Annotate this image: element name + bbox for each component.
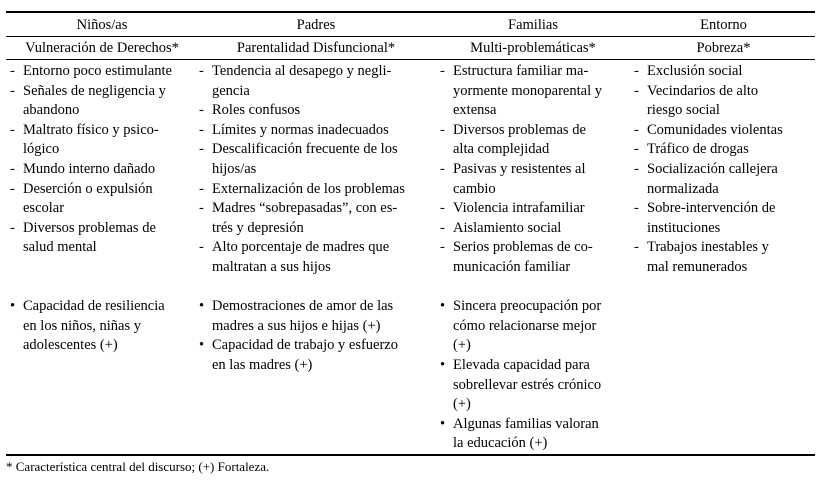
- item-line: Tendencia al desapego y negli-: [212, 63, 392, 79]
- list-item: [10, 82, 198, 121]
- item-line: riesgo social: [647, 102, 720, 119]
- item-line: Socialización callejera: [647, 160, 778, 177]
- dash-marker: -: [10, 63, 15, 79]
- dash-marker: -: [199, 102, 204, 119]
- bullet-marker: •: [440, 356, 446, 373]
- item-line: (+): [453, 337, 471, 354]
- dash-marker: -: [634, 121, 639, 138]
- item-line: lógico: [23, 141, 60, 158]
- list-item: [440, 297, 632, 356]
- item-line: Alto porcentaje de madres que: [212, 239, 390, 256]
- table-bottom-rule: [6, 454, 815, 456]
- list-item: [440, 356, 632, 415]
- item-line: Deserción o expulsión: [23, 180, 153, 197]
- list-item: [440, 62, 632, 121]
- item-line: la educación (+): [453, 435, 548, 452]
- item-line: Exclusión social: [647, 63, 743, 79]
- dash-marker: -: [10, 180, 15, 197]
- item-line: Pasivas y resistentes al: [453, 160, 586, 177]
- column-entorno: [634, 62, 815, 278]
- dash-marker: -: [440, 219, 445, 236]
- item-line: adolescentes (+): [23, 337, 118, 354]
- item-line: trés y depresión: [212, 219, 304, 236]
- item-line: cómo relacionarse mejor: [453, 317, 597, 334]
- list-item: [199, 62, 434, 101]
- dash-marker: -: [440, 160, 445, 177]
- spacer: [10, 258, 198, 278]
- subheader-entorno: Pobreza*: [696, 40, 751, 56]
- item-line: Mundo interno dañado: [23, 160, 156, 177]
- list-item: [634, 199, 815, 238]
- spacer: [440, 278, 632, 298]
- table-top-rule: [6, 11, 815, 13]
- list-item: [10, 160, 198, 180]
- dash-marker: -: [199, 141, 204, 158]
- item-line: extensa: [453, 102, 497, 119]
- list-item: [199, 297, 434, 336]
- item-line: Capacidad de trabajo y esfuerzo: [212, 337, 398, 354]
- item-line: escolar: [23, 200, 65, 217]
- item-line: Estructura familiar ma-: [453, 63, 589, 79]
- header-separator-rule: [6, 36, 815, 37]
- item-line: en las madres (+): [212, 356, 313, 373]
- list-item: [440, 121, 632, 160]
- item-line: Demostraciones de amor de las: [212, 298, 394, 315]
- list-item: [634, 62, 815, 82]
- header-ninos: Niños/as: [76, 17, 128, 33]
- bullet-marker: •: [440, 298, 446, 315]
- item-line: Tráfico de drogas: [647, 141, 749, 158]
- dash-marker: -: [634, 239, 639, 256]
- item-line: Comunidades violentas: [647, 121, 783, 138]
- dash-marker: -: [199, 63, 204, 79]
- list-item: [440, 160, 632, 199]
- item-line: alta complejidad: [453, 141, 550, 158]
- list-item: [10, 297, 198, 356]
- item-line: Vecindarios de alto: [647, 82, 759, 99]
- item-line: yormente monoparental y: [453, 82, 602, 99]
- dash-marker: -: [634, 82, 639, 99]
- spacer: [199, 278, 434, 298]
- item-line: Algunas familias valoran: [453, 415, 599, 432]
- list-item: [199, 101, 434, 121]
- spacer: [10, 278, 198, 298]
- list-item: [199, 140, 434, 179]
- item-line: Violencia intrafamiliar: [453, 200, 585, 217]
- list-item: [634, 238, 815, 277]
- list-item: [634, 140, 815, 160]
- item-line: cambio: [453, 180, 496, 197]
- list-item: [634, 121, 815, 141]
- dash-marker: -: [634, 63, 639, 79]
- item-line: hijos/as: [212, 160, 257, 177]
- item-line: Maltrato físico y psico-: [23, 121, 159, 138]
- list-item: [440, 415, 632, 454]
- dash-marker: -: [440, 239, 445, 256]
- list-item: [199, 121, 434, 141]
- list-item: [10, 121, 198, 160]
- dash-marker: -: [10, 160, 15, 177]
- header-familias: Familias: [508, 17, 558, 33]
- dash-marker: -: [10, 219, 15, 236]
- item-line: Madres “sobrepasadas”, con es-: [212, 200, 398, 217]
- item-line: salud mental: [23, 239, 97, 256]
- dash-marker: -: [199, 180, 204, 197]
- item-line: mal remunerados: [647, 258, 748, 275]
- dash-marker: -: [440, 63, 445, 79]
- item-line: Diversos problemas de: [453, 121, 586, 138]
- item-line: abandono: [23, 102, 80, 119]
- dash-marker: -: [199, 200, 204, 217]
- list-item: [199, 238, 434, 277]
- item-line: Elevada capacidad para: [453, 356, 590, 373]
- subheader-familias: Multi-problemáticas*: [470, 40, 596, 56]
- item-line: Externalización de los problemas: [212, 180, 405, 197]
- item-line: instituciones: [647, 219, 721, 236]
- dash-marker: -: [634, 200, 639, 217]
- item-line: gencia: [212, 82, 250, 99]
- list-item: [10, 180, 198, 219]
- item-line: Señales de negligencia y: [23, 82, 166, 99]
- list-item: [10, 219, 198, 258]
- subheader-ninos: Vulneración de Derechos*: [25, 40, 179, 56]
- item-line: Capacidad de resiliencia: [23, 298, 165, 315]
- item-line: normalizada: [647, 180, 719, 197]
- header-entorno: Entorno: [700, 17, 747, 33]
- item-line: Roles confusos: [212, 102, 301, 119]
- item-line: municación familiar: [453, 258, 571, 275]
- dash-marker: -: [10, 82, 15, 99]
- dash-marker: -: [440, 200, 445, 217]
- footnote: * Característica central del discurso; (+) Fortaleza.: [6, 459, 270, 474]
- list-item: [634, 82, 815, 121]
- item-line: sobrellevar estrés crónico: [453, 376, 602, 393]
- list-item: [440, 219, 632, 239]
- bullet-marker: •: [440, 415, 446, 432]
- column-ninos: [10, 62, 198, 356]
- list-item: [199, 336, 434, 375]
- dash-marker: -: [440, 121, 445, 138]
- list-item: [199, 199, 434, 238]
- column-familias: [440, 62, 632, 454]
- bullet-marker: •: [10, 298, 16, 315]
- item-line: Aislamiento social: [453, 219, 562, 236]
- dash-marker: -: [634, 160, 639, 177]
- dash-marker: -: [10, 121, 15, 138]
- item-line: Sincera preocupación por: [453, 298, 602, 315]
- column-padres: [199, 62, 434, 376]
- header-padres: Padres: [296, 17, 336, 33]
- dash-marker: -: [199, 121, 204, 138]
- bullet-marker: •: [199, 298, 205, 315]
- subheader-separator-rule: [6, 59, 815, 60]
- item-line: madres a sus hijos e hijas (+): [212, 317, 381, 334]
- list-item: [10, 62, 198, 82]
- subheader-padres: Parentalidad Disfuncional*: [236, 40, 396, 56]
- item-line: Descalificación frecuente de los: [212, 141, 398, 158]
- dash-marker: -: [634, 141, 639, 158]
- item-line: Sobre-intervención de: [647, 200, 776, 217]
- item-line: Trabajos inestables y: [647, 239, 769, 256]
- list-item: [440, 238, 632, 277]
- dash-marker: -: [199, 239, 204, 256]
- item-line: en los niños, niñas y: [23, 317, 142, 334]
- item-line: Entorno poco estimulante: [23, 63, 172, 79]
- list-item: [634, 160, 815, 199]
- item-line: (+): [453, 396, 471, 413]
- list-item: [199, 180, 434, 200]
- item-line: maltratan a sus hijos: [212, 258, 331, 275]
- bullet-marker: •: [199, 337, 205, 354]
- item-line: Diversos problemas de: [23, 219, 156, 236]
- list-item: [440, 199, 632, 219]
- item-line: Serios problemas de co-: [453, 239, 593, 256]
- item-line: Límites y normas inadecuados: [212, 121, 389, 138]
